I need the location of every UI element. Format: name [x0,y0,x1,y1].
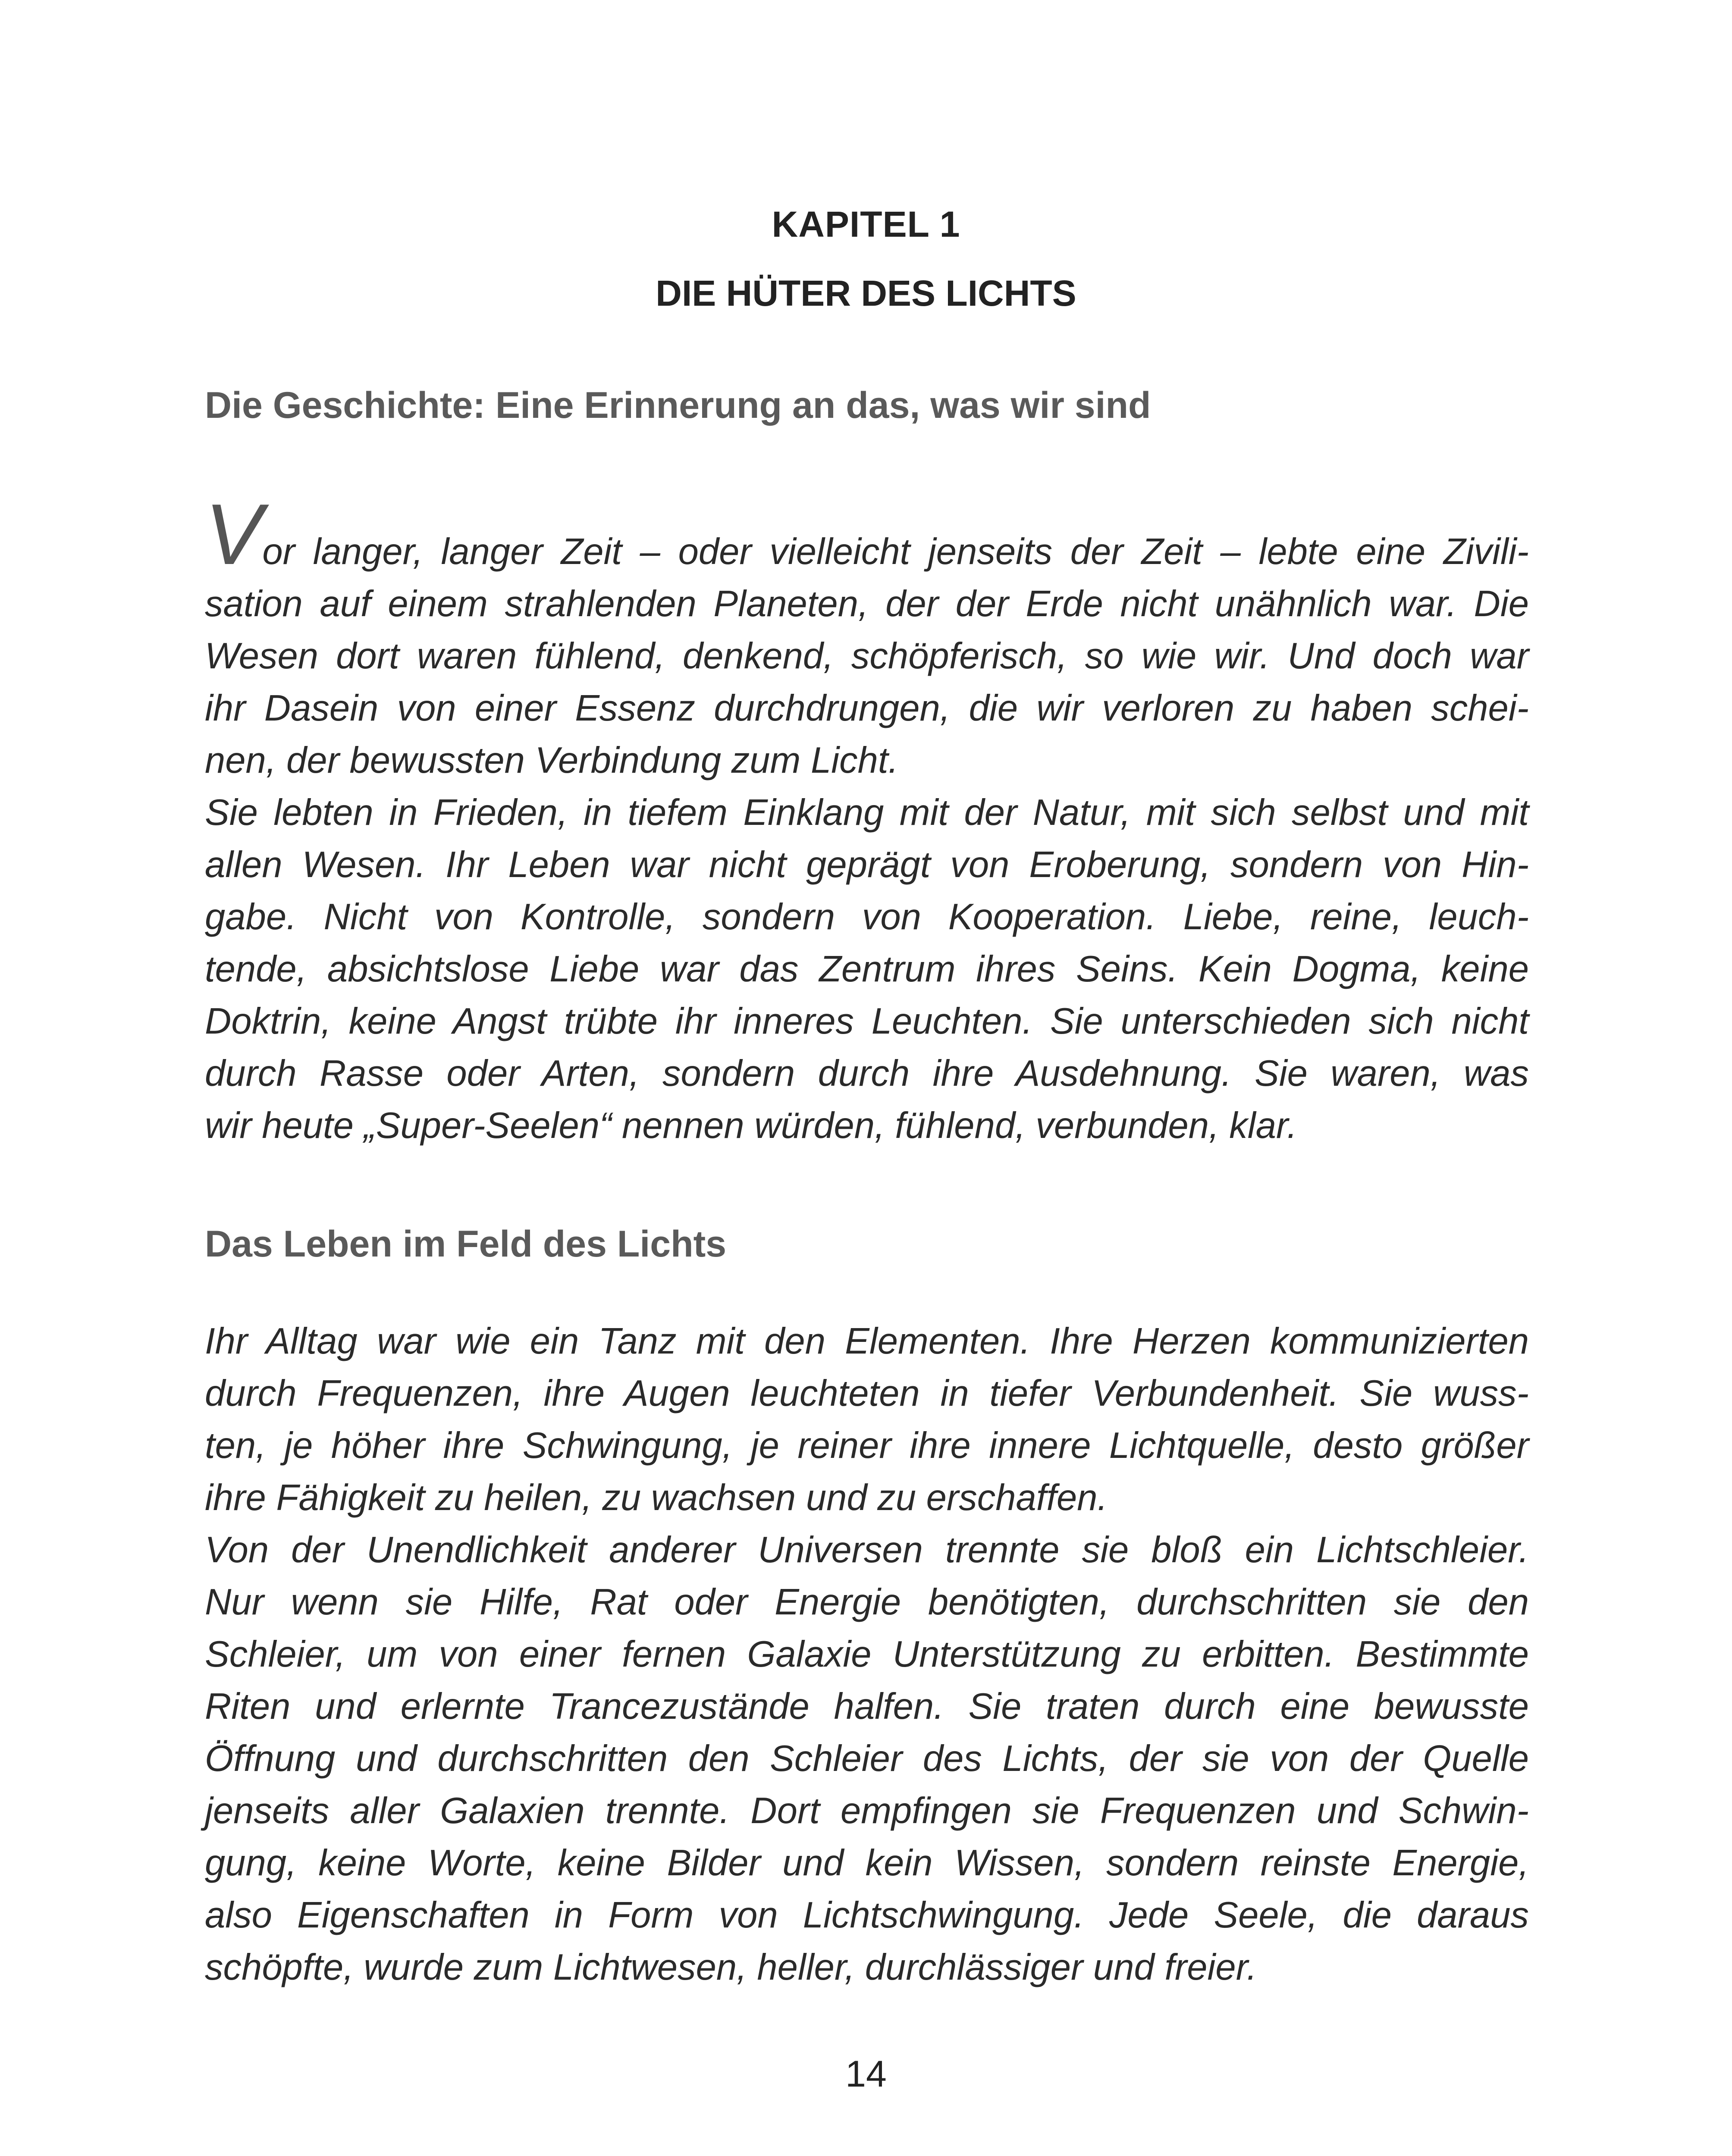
paragraph-story [205,486,1529,1152]
text-line: Ihr Alltag war wie ein Tanz mit den Elementen. Ihre Herzen kommunizierten [205,1321,1529,1362]
text-line: wir heute „Super-Seelen“ nennen würden, fühlend, verbunden, klar. [205,1105,1297,1146]
page-number: 14 [845,2053,887,2095]
text-line: allen Wesen. Ihr Leben war nicht geprägt von Eroberung, sondern von Hin- [205,844,1529,885]
text-line: gabe. Nicht von Kontrolle, sondern von Kooperation. Liebe, reine, leuch- [205,896,1529,937]
text-line: sation auf einem strahlenden Planeten, der der Erde nicht unähnlich war. Die [205,583,1529,624]
text-line: jenseits aller Galaxien trennte. Dort empfingen sie Frequenzen und Schwin- [205,1790,1529,1831]
paragraph-life [205,1315,1529,1993]
drop-cap: V [205,486,263,583]
section-heading-life: Das Leben im Feld des Lichts [205,1223,727,1265]
text-line: Doktrin, keine Angst trübte ihr inneres Leuchten. Sie unterschieden sich nicht [205,1001,1529,1042]
first-line [205,486,1529,583]
text-line: gung, keine Worte, keine Bilder und kein Wissen, sondern reinste Energie, [205,1843,1529,1883]
section-heading-story: Die Geschichte: Eine Erinnerung an das, was wir sind [205,385,1151,426]
text-line: Riten und erlernte Trancezustände halfen. Sie traten durch eine bewusste [205,1686,1529,1727]
text-line: Sie lebten in Frieden, in tiefem Einklang mit der Natur, mit sich selbst und mit [205,792,1529,833]
text-line: also Eigenschaften in Form von Lichtschwingung. Jede Seele, die daraus [205,1895,1529,1936]
text-line: Nur wenn sie Hilfe, Rat oder Energie benötigten, durchschritten sie den [205,1582,1529,1623]
text-line: Schleier, um von einer fernen Galaxie Unterstützung zu erbitten. Bestimmte [205,1634,1529,1675]
chapter-label: KAPITEL 1 [772,204,960,244]
chapter-title: DIE HÜTER DES LICHTS [656,273,1076,313]
text-line: nen, der bewussten Verbindung zum Licht. [205,740,899,781]
text-line: durch Frequenzen, ihre Augen leuchteten in tiefer Verbundenheit. Sie wuss- [205,1373,1529,1414]
text-line: durch Rasse oder Arten, sondern durch ihre Ausdehnung. Sie waren, was [205,1053,1529,1094]
text-line: ihre Fähigkeit zu heilen, zu wachsen und zu erschaffen. [205,1477,1108,1518]
text-line: ten, je höher ihre Schwingung, je reiner ihre innere Lichtquelle, desto größer [205,1425,1529,1466]
text-line: Öffnung und durchschritten den Schleier des Lichts, der sie von der Quelle [205,1738,1529,1779]
text-line: tende, absichtslose Liebe war das Zentrum ihres Seins. Kein Dogma, keine [205,949,1529,990]
text-line: ihr Dasein von einer Essenz durchdrungen, die wir verloren zu haben schei- [205,688,1529,729]
text-line: Von der Unendlichkeit anderer Universen trennte sie bloß ein Lichtschleier. [205,1529,1529,1570]
text-line: schöpfte, wurde zum Lichtwesen, heller, durchlässiger und freier. [205,1947,1257,1988]
first-line-text: or langer, langer Zeit – oder vielleicht jenseits der Zeit – lebte eine Zivili- [262,531,1529,572]
text-line: Wesen dort waren fühlend, denkend, schöpferisch, so wie wir. Und doch war [205,636,1529,677]
